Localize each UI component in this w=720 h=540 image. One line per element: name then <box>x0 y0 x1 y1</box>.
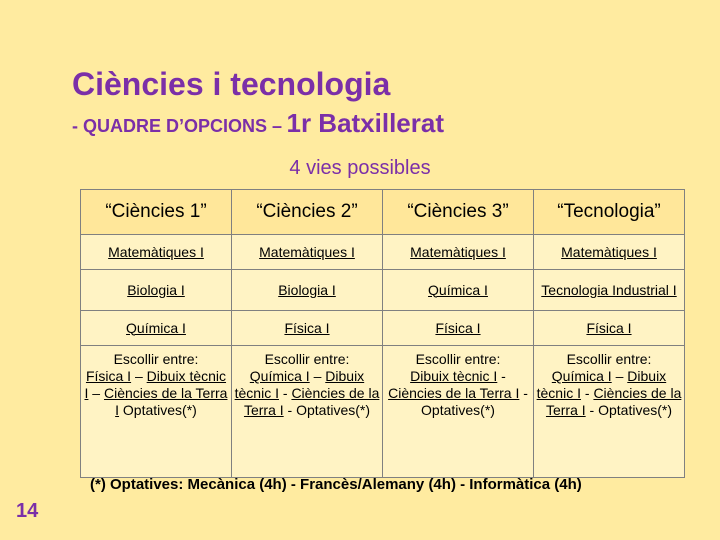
separator: - <box>519 385 528 401</box>
subject-link[interactable]: Química I <box>428 281 488 298</box>
separator: - <box>580 385 594 401</box>
footnote: (*) Optatives: Mecànica (4h) - Francès/Alemany (4h) - Informàtica (4h) <box>90 476 582 493</box>
table-cell <box>383 311 534 346</box>
page-number: 14 <box>16 500 39 522</box>
subtitle-main: 1r Batxillerat <box>286 108 445 138</box>
subject-link[interactable]: Ciències de la Terra I <box>103 385 228 418</box>
table-row <box>81 346 685 478</box>
separator: – <box>88 385 104 401</box>
subject-link[interactable]: Dibuix tècnic I <box>84 368 227 401</box>
subject-link[interactable]: Matemàtiques I <box>108 243 204 260</box>
subject-link[interactable]: Ciències de la Terra I <box>388 385 520 401</box>
optatives-text: Optatives(*) <box>598 402 673 418</box>
table-cell <box>232 235 383 270</box>
separator: – <box>309 368 326 384</box>
subject-link[interactable]: Biologia I <box>278 281 336 298</box>
table-cell <box>534 270 685 311</box>
options-table <box>80 189 685 478</box>
column-header: “Tecnologia” <box>534 190 685 235</box>
table-row <box>81 270 685 311</box>
subject-link[interactable]: Ciències de la Terra I <box>243 385 380 418</box>
separator: - <box>283 402 297 418</box>
optatives-text: Optatives(*) <box>122 402 197 418</box>
table-cell <box>232 311 383 346</box>
table-cell <box>383 235 534 270</box>
vies-heading: 4 vies possibles <box>289 157 431 179</box>
subject-link[interactable]: Física I <box>284 319 330 336</box>
page-title: Ciències i tecnologia <box>72 66 391 102</box>
table-cell <box>232 270 383 311</box>
column-header: “Ciències 2” <box>232 190 383 235</box>
separator: - <box>497 368 506 384</box>
subject-link[interactable]: Biologia I <box>127 281 185 298</box>
separator: - <box>278 385 292 401</box>
subject-link[interactable]: Dibuix tècnic I <box>536 368 667 401</box>
subtitle-prefix: - QUADRE D’OPCIONS – <box>72 116 283 136</box>
table-cell <box>81 235 232 270</box>
subject-link[interactable]: Dibuix tècnic I <box>410 368 498 384</box>
subject-link[interactable]: Ciències de la Terra I <box>545 385 682 418</box>
table-cell <box>534 311 685 346</box>
column-header: “Ciències 3” <box>383 190 534 235</box>
subject-link[interactable]: Dibuix tècnic I <box>234 368 365 401</box>
table-cell <box>81 346 232 478</box>
separator: – <box>611 368 628 384</box>
choice-intro: Escollir entre: <box>415 351 501 367</box>
subject-link[interactable]: Física I <box>85 368 132 384</box>
subject-link[interactable]: Tecnologia Industrial I <box>541 281 677 298</box>
column-header: “Ciències 1” <box>81 190 232 235</box>
subject-link[interactable]: Química I <box>126 319 186 336</box>
page-subtitle <box>72 108 444 139</box>
table-header-row <box>81 190 685 235</box>
subject-link[interactable]: Física I <box>435 319 481 336</box>
choice-intro: Escollir entre: <box>566 351 652 367</box>
separator: – <box>131 368 147 384</box>
subject-link[interactable]: Física I <box>586 319 632 336</box>
table-row <box>81 311 685 346</box>
table-cell <box>81 270 232 311</box>
choice-intro: Escollir entre: <box>264 351 350 367</box>
optatives-text: Optatives(*) <box>296 402 371 418</box>
table-cell <box>81 311 232 346</box>
table-cell <box>534 235 685 270</box>
separator: - <box>585 402 599 418</box>
table-cell <box>534 346 685 478</box>
table-cell <box>383 270 534 311</box>
table-row <box>81 235 685 270</box>
table-cell <box>383 346 534 478</box>
choice-intro: Escollir entre: <box>113 351 199 367</box>
subject-link[interactable]: Matemàtiques I <box>259 243 355 260</box>
subject-link[interactable]: Química I <box>551 368 612 384</box>
subject-link[interactable]: Matemàtiques I <box>410 243 506 260</box>
subject-link[interactable]: Matemàtiques I <box>561 243 657 260</box>
subject-link[interactable]: Química I <box>249 368 310 384</box>
optatives-text: Optatives(*) <box>421 402 495 418</box>
table-cell <box>232 346 383 478</box>
